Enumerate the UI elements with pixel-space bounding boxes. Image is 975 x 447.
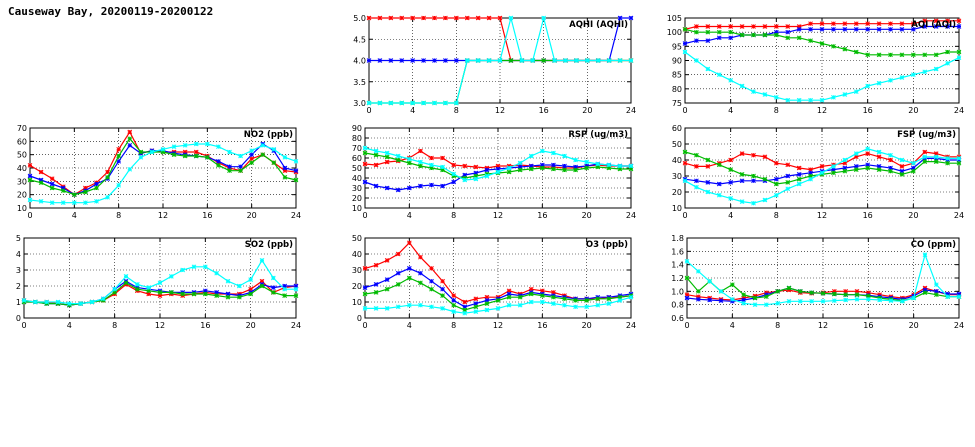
svg-text:4.5: 4.5: [353, 35, 366, 45]
svg-text:16: 16: [862, 106, 873, 115]
svg-text:CO (ppm): CO (ppm): [910, 240, 956, 250]
chart-panel-rsp: [345, 122, 637, 222]
svg-text:0: 0: [356, 314, 362, 323]
svg-text:8: 8: [451, 211, 457, 220]
svg-text:40: 40: [351, 250, 362, 259]
svg-text:20: 20: [246, 211, 257, 220]
svg-text:12: 12: [154, 321, 166, 330]
svg-text:100: 100: [666, 28, 682, 38]
svg-text:75: 75: [671, 99, 682, 108]
svg-text:5.0: 5.0: [353, 14, 366, 23]
svg-text:NO2 (ppb): NO2 (ppb): [243, 130, 293, 140]
svg-text:0: 0: [362, 211, 368, 220]
svg-text:4: 4: [728, 106, 734, 115]
svg-text:1.2: 1.2: [671, 274, 684, 283]
svg-text:24: 24: [953, 211, 965, 220]
svg-text:105: 105: [666, 14, 682, 23]
svg-text:1: 1: [15, 298, 21, 307]
svg-text:16: 16: [200, 321, 211, 330]
svg-text:3: 3: [15, 266, 21, 275]
svg-text:16: 16: [538, 106, 549, 115]
svg-text:20: 20: [351, 282, 362, 291]
svg-text:30: 30: [351, 184, 362, 193]
svg-text:3.5: 3.5: [353, 77, 366, 87]
svg-text:40: 40: [671, 156, 682, 165]
svg-text:0: 0: [684, 321, 690, 330]
svg-text:4: 4: [728, 211, 734, 220]
svg-text:40: 40: [16, 164, 27, 173]
svg-text:50: 50: [16, 150, 27, 160]
svg-text:8: 8: [451, 321, 457, 330]
svg-text:1.6: 1.6: [671, 247, 684, 257]
svg-text:12: 12: [816, 106, 828, 115]
chart-panel-aqhi: [345, 12, 637, 117]
svg-text:0: 0: [682, 211, 688, 220]
svg-text:8: 8: [116, 211, 122, 220]
svg-text:4: 4: [406, 321, 412, 330]
svg-text:16: 16: [202, 211, 213, 220]
svg-text:20: 20: [671, 188, 682, 197]
svg-text:16: 16: [863, 321, 874, 330]
svg-text:90: 90: [351, 124, 362, 133]
svg-text:12: 12: [816, 211, 828, 220]
svg-text:70: 70: [16, 124, 27, 133]
svg-text:60: 60: [16, 137, 27, 147]
svg-text:20: 20: [245, 321, 256, 330]
svg-text:1.8: 1.8: [671, 234, 684, 243]
svg-text:8: 8: [773, 211, 779, 220]
svg-text:0.6: 0.6: [671, 314, 684, 323]
svg-text:0: 0: [366, 106, 372, 115]
svg-text:24: 24: [290, 211, 302, 220]
svg-text:8: 8: [775, 321, 781, 330]
chart-panel-no2: [10, 122, 302, 222]
svg-text:4: 4: [66, 321, 72, 330]
svg-text:20: 20: [582, 106, 593, 115]
chart-panel-so2: [10, 232, 302, 332]
svg-text:60: 60: [671, 124, 682, 133]
svg-text:16: 16: [537, 321, 548, 330]
svg-text:0: 0: [362, 321, 368, 330]
svg-text:8: 8: [773, 106, 779, 115]
svg-text:0: 0: [682, 106, 688, 115]
svg-text:4: 4: [15, 250, 21, 259]
svg-text:O3 (ppb): O3 (ppb): [585, 240, 628, 250]
svg-text:20: 20: [16, 190, 27, 200]
svg-text:50: 50: [671, 140, 682, 149]
svg-text:8: 8: [453, 106, 459, 115]
svg-text:24: 24: [625, 211, 637, 220]
svg-text:10: 10: [351, 298, 362, 307]
svg-text:30: 30: [16, 177, 27, 187]
svg-text:12: 12: [157, 211, 169, 220]
svg-text:3.0: 3.0: [353, 99, 366, 108]
svg-text:12: 12: [492, 321, 504, 330]
svg-text:1.4: 1.4: [671, 260, 684, 270]
svg-text:0: 0: [27, 211, 33, 220]
svg-text:24: 24: [625, 321, 637, 330]
svg-text:24: 24: [290, 321, 302, 330]
svg-text:4: 4: [406, 211, 412, 220]
svg-text:80: 80: [351, 134, 362, 143]
svg-text:70: 70: [351, 144, 362, 153]
svg-text:50: 50: [351, 234, 362, 243]
chart-panel-co: [665, 232, 965, 332]
svg-text:FSP (ug/m3): FSP (ug/m3): [897, 130, 956, 140]
svg-text:16: 16: [862, 211, 873, 220]
svg-text:20: 20: [351, 194, 362, 203]
svg-text:4: 4: [410, 106, 416, 115]
svg-text:20: 20: [581, 321, 592, 330]
svg-text:20: 20: [908, 211, 919, 220]
chart-panel-fsp: [665, 122, 965, 222]
svg-text:4: 4: [71, 211, 77, 220]
svg-text:0: 0: [15, 314, 21, 323]
svg-text:0: 0: [21, 321, 27, 330]
svg-text:10: 10: [351, 204, 362, 213]
svg-text:5: 5: [15, 234, 21, 243]
svg-text:2: 2: [15, 282, 21, 291]
svg-text:24: 24: [625, 106, 637, 115]
svg-text:AQHI (AQHI): AQHI (AQHI): [569, 20, 628, 30]
svg-text:10: 10: [16, 204, 27, 213]
svg-text:20: 20: [581, 211, 592, 220]
chart-panel-o3: [345, 232, 637, 332]
svg-text:30: 30: [351, 266, 362, 275]
svg-text:12: 12: [817, 321, 829, 330]
svg-text:30: 30: [671, 172, 682, 181]
svg-text:60: 60: [351, 154, 362, 163]
svg-text:16: 16: [537, 211, 548, 220]
svg-text:0.8: 0.8: [671, 300, 684, 310]
svg-text:10: 10: [671, 204, 682, 213]
svg-text:95: 95: [671, 42, 682, 52]
svg-text:RSP (ug/m3): RSP (ug/m3): [568, 130, 628, 140]
svg-text:1.0: 1.0: [671, 287, 684, 297]
svg-text:SO2 (ppb): SO2 (ppb): [244, 240, 293, 250]
svg-text:85: 85: [671, 70, 682, 80]
svg-text:24: 24: [953, 106, 965, 115]
svg-text:20: 20: [908, 321, 919, 330]
svg-text:4: 4: [729, 321, 735, 330]
svg-text:12: 12: [494, 106, 506, 115]
page-title: Causeway Bay, 20200119-20200122: [8, 5, 214, 18]
svg-text:20: 20: [908, 106, 919, 115]
svg-text:4.0: 4.0: [353, 56, 366, 66]
svg-text:80: 80: [671, 84, 682, 94]
svg-text:50: 50: [351, 164, 362, 173]
svg-text:40: 40: [351, 174, 362, 183]
svg-text:90: 90: [671, 56, 682, 66]
svg-text:12: 12: [492, 211, 504, 220]
chart-panel-aqi: [665, 12, 965, 117]
svg-text:24: 24: [953, 321, 965, 330]
svg-text:AQI (AQI): AQI (AQI): [911, 20, 956, 30]
svg-text:8: 8: [112, 321, 118, 330]
